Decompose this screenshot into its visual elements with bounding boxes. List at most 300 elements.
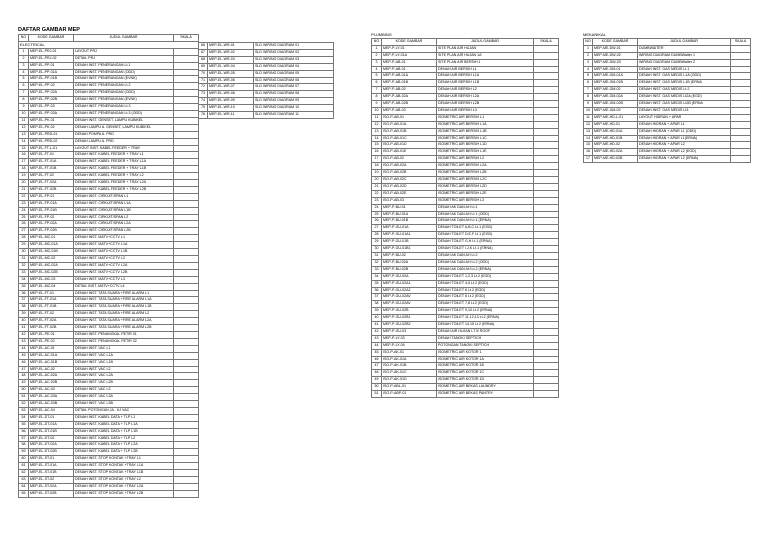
drawing-title: DENAH POMPA A. PRD bbox=[74, 131, 174, 138]
drawing-scale bbox=[731, 128, 751, 135]
drawing-title: ISOMETRIC AIR BEKAS PANTRY bbox=[437, 391, 534, 398]
row-number: 11 bbox=[584, 114, 593, 121]
drawing-scale bbox=[174, 193, 199, 200]
table-row bbox=[372, 328, 559, 335]
drawing-code: MEP-P-LY-04 bbox=[382, 342, 437, 349]
drawing-scale bbox=[534, 294, 559, 301]
table-row bbox=[584, 149, 751, 156]
drawing-scale bbox=[174, 297, 199, 304]
drawing-code: MEP-P-GU-01A1 bbox=[382, 232, 437, 239]
drawing-code: MEP-P-GU-02A bbox=[382, 273, 437, 280]
drawing-scale bbox=[534, 335, 559, 342]
drawing-scale bbox=[731, 73, 751, 80]
table-row bbox=[584, 114, 751, 121]
drawing-scale bbox=[731, 107, 751, 114]
drawing-code: MEP-P-LY-01A bbox=[382, 52, 437, 59]
drawing-title: DENAH AK DAN AH Lt.2 bbox=[437, 252, 534, 259]
drawing-title: SITE PLAN AIR HUJAN 1A bbox=[437, 52, 534, 59]
row-number: 5 bbox=[584, 73, 593, 80]
drawing-code: MEP-ME-HD-01A bbox=[593, 128, 638, 135]
drawing-scale bbox=[534, 328, 559, 335]
drawing-code: MEP-EL-DT-02 bbox=[29, 435, 74, 442]
table-row bbox=[19, 394, 199, 401]
table-row bbox=[372, 232, 559, 239]
drawing-code: MEP-EL-FT-01 bbox=[29, 290, 74, 297]
drawing-scale bbox=[534, 211, 559, 218]
row-number: 43 bbox=[372, 335, 382, 342]
drawing-code: MEP-EL-FT-01B bbox=[29, 166, 74, 173]
table-row bbox=[372, 128, 559, 135]
drawing-code: MEP-EL-DT-01B bbox=[29, 428, 74, 435]
row-number: 29 bbox=[372, 239, 382, 246]
drawing-code: MEP-EL-AC-04 bbox=[29, 407, 74, 414]
drawing-code: MEP-P-AB-02 bbox=[382, 87, 437, 94]
drawing-title: DENAH INST. KABEL FEEDER + TRAY L2 bbox=[74, 173, 174, 180]
drawing-title: DENAH INST. VAC L3A bbox=[74, 394, 174, 401]
drawing-code: MEP-EL-FT-01A bbox=[29, 297, 74, 304]
row-number: 23 bbox=[372, 197, 382, 204]
drawing-title: DENAH INST. STOP KONTAK +TRAY L1 bbox=[74, 456, 174, 463]
row-number: 13 bbox=[372, 128, 382, 135]
row-number: 17 bbox=[372, 156, 382, 163]
table-row bbox=[19, 304, 199, 311]
row-number: 67 bbox=[199, 49, 208, 56]
drawing-scale bbox=[174, 325, 199, 332]
drawing-code: MEP-EL-PP-03 bbox=[29, 104, 74, 111]
table-row bbox=[584, 142, 751, 149]
drawing-scale bbox=[731, 101, 751, 108]
table-row bbox=[199, 84, 334, 91]
row-number: 56 bbox=[19, 428, 29, 435]
row-number: 40 bbox=[372, 315, 382, 322]
drawing-scale bbox=[534, 204, 559, 211]
table-row bbox=[19, 256, 199, 263]
row-number: 5 bbox=[19, 76, 29, 83]
row-number: 12 bbox=[372, 121, 382, 128]
table-row bbox=[19, 200, 199, 207]
column-header: NO bbox=[372, 38, 382, 45]
drawing-code: MEP-P-BU-02B bbox=[382, 266, 437, 273]
table-row bbox=[372, 356, 559, 363]
table-row bbox=[19, 380, 199, 387]
table-row bbox=[372, 322, 559, 329]
table-row bbox=[19, 318, 199, 325]
row-number: 10 bbox=[372, 107, 382, 114]
table-header bbox=[372, 38, 559, 45]
table-row bbox=[19, 352, 199, 359]
drawing-code: MEP-EL-AC-02B bbox=[29, 380, 74, 387]
drawing-title: DENAH INST. GENSET, LAMPU KUBIKEL bbox=[74, 117, 174, 124]
drawing-title: DENAH INST. GAS MEDIS L1A (ODD) bbox=[638, 73, 731, 80]
drawing-code: MEP-EL-MC-02B bbox=[29, 269, 74, 276]
drawing-title: DENAH TANGKI SEPTICH bbox=[437, 335, 534, 342]
drawing-title: DENAH INST. CIRKUIT/SPAN L2B bbox=[74, 228, 174, 235]
table-row bbox=[19, 449, 199, 456]
drawing-code: ISO-P-AB-01B bbox=[382, 128, 437, 135]
drawing-title: DENAH AK DAN AH Lt.1 (ERNA) bbox=[437, 218, 534, 225]
drawing-code: MEP-EL-WR-09 bbox=[208, 98, 254, 105]
row-number: 43 bbox=[19, 338, 29, 345]
drawing-code: MEP-EL-WR-11 bbox=[208, 112, 254, 119]
drawing-title: DENAH INST. PENERANGAN Lt.3 (ODD) bbox=[74, 110, 174, 117]
row-number: 47 bbox=[19, 366, 29, 373]
drawing-title: DETAIL INST. MATV+CCTV L4 bbox=[74, 283, 174, 290]
drawing-title: DENAH INST. PENERANGAN (ODD) bbox=[74, 90, 174, 97]
table-row bbox=[372, 135, 559, 142]
drawing-title: ISOMETRIC AIR KOTOR 1 bbox=[437, 349, 534, 356]
table-row bbox=[19, 401, 199, 408]
row-number: 3 bbox=[372, 59, 382, 66]
drawing-code: ISO-P-AB-02A bbox=[382, 163, 437, 170]
row-number: 17 bbox=[584, 156, 593, 163]
drawing-scale bbox=[534, 315, 559, 322]
row-number: 27 bbox=[372, 225, 382, 232]
drawing-scale bbox=[534, 322, 559, 329]
row-number: 33 bbox=[372, 266, 382, 273]
table-row bbox=[372, 342, 559, 349]
table-row bbox=[372, 45, 559, 52]
drawing-title: DENAH INST. KABEL FEEDER + TRAY L2B bbox=[74, 186, 174, 193]
drawing-scale bbox=[174, 262, 199, 269]
table-row bbox=[372, 142, 559, 149]
drawing-code: MEP-EL-DT-02A bbox=[29, 442, 74, 449]
drawing-scale bbox=[174, 394, 199, 401]
table-row bbox=[372, 370, 559, 377]
drawing-scale bbox=[174, 435, 199, 442]
column-header: NO bbox=[584, 38, 593, 45]
drawing-scale bbox=[174, 470, 199, 477]
drawing-scale bbox=[174, 442, 199, 449]
drawing-title: DENAH TOILET A,B,C Lt.1 (EGD) bbox=[437, 225, 534, 232]
table-row bbox=[372, 246, 559, 253]
row-number: 37 bbox=[372, 294, 382, 301]
table-row bbox=[372, 225, 559, 232]
drawing-title: DENAH AK DAN AH Lt.1 (ODD) bbox=[437, 211, 534, 218]
drawing-scale bbox=[174, 414, 199, 421]
row-number: 22 bbox=[372, 190, 382, 197]
table-row bbox=[372, 308, 559, 315]
drawing-scale bbox=[174, 76, 199, 83]
drawing-scale bbox=[174, 490, 199, 497]
drawing-scale bbox=[534, 94, 559, 101]
table-row bbox=[372, 301, 559, 308]
drawing-scale bbox=[174, 463, 199, 470]
drawing-scale bbox=[174, 145, 199, 152]
table-row bbox=[372, 363, 559, 370]
drawing-scale bbox=[534, 52, 559, 59]
drawing-title: ISOMETRIC AIR BERSIH L2E bbox=[437, 190, 534, 197]
row-number: 34 bbox=[19, 276, 29, 283]
drawing-title: ISOMETRIC AIR KOTOR 1C bbox=[437, 370, 534, 377]
drawing-code: MEP-P-GU-02B1 bbox=[382, 315, 437, 322]
row-number: 58 bbox=[19, 442, 29, 449]
drawing-scale bbox=[534, 252, 559, 259]
table-row bbox=[19, 242, 199, 249]
drawing-scale bbox=[534, 142, 559, 149]
row-number: 21 bbox=[19, 186, 29, 193]
row-number: 17 bbox=[19, 159, 29, 166]
table-row bbox=[372, 280, 559, 287]
row-number: 52 bbox=[19, 401, 29, 408]
plumbing-drawing-list bbox=[371, 32, 559, 398]
table-row bbox=[584, 80, 751, 87]
table-row bbox=[19, 269, 199, 276]
table-row bbox=[19, 76, 199, 83]
plumbing-table bbox=[371, 38, 559, 398]
drawing-scale bbox=[731, 80, 751, 87]
drawing-title: DENAH AIR BERSIH L2B bbox=[437, 101, 534, 108]
drawing-scale bbox=[534, 156, 559, 163]
drawing-title: DENAH INST. STOP KONTAK +TRAY L2 bbox=[74, 477, 174, 484]
drawing-title: DENAH INST. MATV+CCTV L2 bbox=[74, 256, 174, 263]
drawing-code: MEP-P-GU-01A bbox=[382, 225, 437, 232]
drawing-code: MEP-EL-FT-02 bbox=[29, 173, 74, 180]
drawing-title: DENAH HIDRAN + APAR L2 (EGD) bbox=[638, 149, 731, 156]
drawing-code: ISO-P-AB-01D bbox=[382, 142, 437, 149]
row-number: 13 bbox=[584, 128, 593, 135]
row-number: 18 bbox=[19, 166, 29, 173]
table-row bbox=[372, 183, 559, 190]
table-row bbox=[19, 428, 199, 435]
drawing-code: MEP-P-GU-02B bbox=[382, 308, 437, 315]
row-number: 51 bbox=[372, 391, 382, 398]
drawing-scale bbox=[534, 218, 559, 225]
row-number: 65 bbox=[19, 490, 29, 497]
drawing-code: MEP-EL-FT-02 bbox=[29, 311, 74, 318]
table-row bbox=[19, 152, 199, 159]
row-number: 30 bbox=[19, 249, 29, 256]
row-number: 6 bbox=[19, 83, 29, 90]
row-number: 39 bbox=[372, 308, 382, 315]
column-header: JUDUL GAMBAR bbox=[437, 38, 534, 45]
drawing-title: ISOMETRIC AIR BERSIH L2 bbox=[437, 156, 534, 163]
table-row bbox=[19, 387, 199, 394]
drawing-scale bbox=[534, 190, 559, 197]
drawing-title: DENAH LAMPU A. PRD bbox=[74, 138, 174, 145]
row-number: 29 bbox=[19, 242, 29, 249]
table-row bbox=[584, 52, 751, 59]
section-label: PLUMBING bbox=[371, 32, 392, 37]
drawing-title: DENAH HIDRAN + APAR L2 bbox=[638, 142, 731, 149]
drawing-code: MEP-EL-AC-02A bbox=[29, 373, 74, 380]
drawing-code: MEP-EL-PP-02 bbox=[29, 83, 74, 90]
drawing-code: MEP-EL-WR-10 bbox=[208, 105, 254, 112]
drawing-code: MEP-EL-FT-01 bbox=[29, 152, 74, 159]
table-row bbox=[19, 463, 199, 470]
table-row bbox=[19, 470, 199, 477]
drawing-scale bbox=[174, 449, 199, 456]
drawing-code: MEP-P-AB-02B bbox=[382, 101, 437, 108]
drawing-code: MEP-P-AB-02A bbox=[382, 94, 437, 101]
drawing-title: ISOMETRIC AIR BERSIH L2D bbox=[437, 183, 534, 190]
row-number: 38 bbox=[19, 304, 29, 311]
table-row bbox=[199, 70, 334, 77]
row-number: 76 bbox=[199, 112, 208, 119]
drawing-scale bbox=[174, 173, 199, 180]
drawing-title: DENAH TOILET 9,10 Lt.2 (ERNA) bbox=[437, 308, 534, 315]
drawing-scale bbox=[731, 121, 751, 128]
row-number: 46 bbox=[19, 359, 29, 366]
row-number: 39 bbox=[19, 311, 29, 318]
drawing-code: MEP-P-BU-02A bbox=[382, 259, 437, 266]
row-number: 55 bbox=[19, 421, 29, 428]
drawing-scale bbox=[174, 104, 199, 111]
table-row bbox=[584, 121, 751, 128]
drawing-scale bbox=[534, 177, 559, 184]
drawing-scale bbox=[534, 149, 559, 156]
drawing-scale bbox=[534, 114, 559, 121]
row-number: 18 bbox=[372, 163, 382, 170]
row-number: 36 bbox=[19, 290, 29, 297]
table-row bbox=[19, 180, 199, 187]
drawing-title: DENAH INST. TATA SUARA +FIRE ALARM L1 bbox=[74, 290, 174, 297]
table-row bbox=[19, 90, 199, 97]
row-number: 13 bbox=[19, 131, 29, 138]
drawing-code: MEP-EL-PE-01 bbox=[29, 331, 74, 338]
table-row bbox=[19, 48, 199, 55]
drawing-title: SITE PLAN AIR BERSIH 1 bbox=[437, 59, 534, 66]
table-header bbox=[584, 38, 751, 45]
drawing-title: DENAH HIDRAN + APAR L1(ERNA) bbox=[638, 135, 731, 142]
drawing-code: MEP-EL-MC-01A bbox=[29, 242, 74, 249]
drawing-scale bbox=[174, 138, 199, 145]
drawing-code: MEP-EL-MC-04 bbox=[29, 283, 74, 290]
drawing-title: DENAH AIR BERSIH L1 bbox=[437, 66, 534, 73]
row-number: 59 bbox=[19, 449, 29, 456]
drawing-scale bbox=[534, 377, 559, 384]
drawing-scale bbox=[534, 370, 559, 377]
table-row bbox=[19, 456, 199, 463]
table-row bbox=[199, 63, 334, 70]
row-number: 16 bbox=[19, 152, 29, 159]
drawing-scale bbox=[534, 101, 559, 108]
table-row bbox=[584, 45, 751, 52]
table-row bbox=[19, 124, 199, 131]
row-number: 69 bbox=[199, 63, 208, 70]
table-row bbox=[19, 249, 199, 256]
drawing-code: MEP-EL-PP-01A bbox=[29, 69, 74, 76]
drawing-scale bbox=[174, 62, 199, 69]
drawing-code: ISO-P-AB-02B bbox=[382, 170, 437, 177]
table-row bbox=[372, 80, 559, 87]
drawing-scale bbox=[731, 156, 751, 163]
section-label: ELECTRICAL bbox=[19, 41, 199, 48]
drawing-code: ISO-P-AK-01D bbox=[382, 377, 437, 384]
drawing-scale bbox=[534, 45, 559, 52]
drawing-title: ISOMETRIC AIR BERSIH L2A bbox=[437, 163, 534, 170]
drawing-code: MEP-ME-GM-02B bbox=[593, 101, 638, 108]
drawing-title: DENAH INST. TATA SUARA +FIRE ALARM L2B bbox=[74, 325, 174, 332]
row-number: 49 bbox=[372, 377, 382, 384]
drawing-title: DENAH INST. PENERANGAN Lt.1 bbox=[74, 62, 174, 69]
drawing-code: MEP-EL-ST-02 bbox=[29, 477, 74, 484]
drawing-scale bbox=[731, 87, 751, 94]
drawing-scale bbox=[534, 363, 559, 370]
drawing-scale bbox=[174, 359, 199, 366]
drawing-title: DENAH INST. STOP KONTAK +TRAY L2B bbox=[74, 490, 174, 497]
drawing-scale bbox=[174, 318, 199, 325]
table-row bbox=[372, 391, 559, 398]
drawing-scale bbox=[534, 135, 559, 142]
table-row bbox=[584, 87, 751, 94]
table-row bbox=[19, 83, 199, 90]
drawing-scale bbox=[534, 239, 559, 246]
row-number: 14 bbox=[584, 135, 593, 142]
row-number: 48 bbox=[372, 370, 382, 377]
table-row bbox=[584, 59, 751, 66]
drawing-scale bbox=[731, 59, 751, 66]
drawing-code: ISO-P-AK-01B bbox=[382, 363, 437, 370]
drawing-title: DENAH INST. TATA SUARA +FIRE ALARM L1B bbox=[74, 304, 174, 311]
row-number: 28 bbox=[372, 232, 382, 239]
drawing-code: MEP-EL-DT-01A bbox=[29, 421, 74, 428]
drawing-scale bbox=[534, 121, 559, 128]
drawing-scale bbox=[174, 110, 199, 117]
drawing-code: MEP-EL-ST-01B bbox=[29, 470, 74, 477]
row-number: 24 bbox=[19, 207, 29, 214]
table-row bbox=[584, 156, 751, 163]
drawing-title: DENAH INST. STOP KONTAK +TRAY L2A bbox=[74, 483, 174, 490]
table-row bbox=[19, 193, 199, 200]
drawing-scale bbox=[534, 170, 559, 177]
electrical-drawing-list-continued bbox=[198, 42, 334, 119]
drawing-title: DENAH TOILET 6 Lt.2 (EGD) bbox=[437, 287, 534, 294]
drawing-code: MEP-P-GU-02B2 bbox=[382, 322, 437, 329]
table-row bbox=[19, 145, 199, 152]
table-row bbox=[19, 331, 199, 338]
row-number: 45 bbox=[372, 349, 382, 356]
drawing-code: MEP-EL-AC-01B bbox=[29, 359, 74, 366]
table-row bbox=[19, 366, 199, 373]
drawing-title: SLD WIRING DIAGRAM 06 bbox=[254, 77, 334, 84]
table-row bbox=[584, 101, 751, 108]
drawing-code: MEP-EL-ST-02B bbox=[29, 490, 74, 497]
row-number: 20 bbox=[372, 177, 382, 184]
drawing-scale bbox=[534, 183, 559, 190]
drawing-code: MEP-EL-WR-03 bbox=[208, 56, 254, 63]
table-row bbox=[372, 59, 559, 66]
drawing-scale bbox=[534, 80, 559, 87]
drawing-code: MEP-ME-DW-01 bbox=[593, 45, 638, 52]
table-row bbox=[372, 156, 559, 163]
drawing-code: MEP-EL-WR-01 bbox=[208, 43, 254, 50]
drawing-code: ISO-P-AK-01A bbox=[382, 356, 437, 363]
drawing-title: DENAH INST. GAS MEDIS Lt3 bbox=[638, 107, 731, 114]
drawing-title: DENAH LAMPU A. GENSET, LAMPU KUBIKEL bbox=[74, 124, 174, 131]
row-number: 8 bbox=[372, 94, 382, 101]
drawing-title: DENAH INST. GAS MEDIS Lt2B (ERNA bbox=[638, 101, 731, 108]
table-row bbox=[19, 483, 199, 490]
row-number: 41 bbox=[372, 322, 382, 329]
drawing-scale bbox=[731, 142, 751, 149]
drawing-code: MEP-EL-MC-03 bbox=[29, 276, 74, 283]
column-header: KODE GAMBAR bbox=[29, 35, 74, 42]
drawing-title: DENAH AIR BERSIH L1B bbox=[437, 80, 534, 87]
row-number: 32 bbox=[19, 262, 29, 269]
drawing-title: DETAIL PRJ bbox=[74, 55, 174, 62]
drawing-title: DENAH INST. PENERANGAN Lt.2 bbox=[74, 83, 174, 90]
table-row bbox=[372, 163, 559, 170]
row-number: 7 bbox=[584, 87, 593, 94]
document-title: DAFTAR GAMBAR MEP bbox=[18, 27, 80, 33]
drawing-code: ISO-P-AB-02C bbox=[382, 177, 437, 184]
drawing-title: SLD WIRING DIAGRAM 11 bbox=[254, 112, 334, 119]
drawing-title: DENAH AIR BERSIH L2 bbox=[437, 87, 534, 94]
drawing-scale bbox=[174, 311, 199, 318]
drawing-code: MEP-P-LY-01 bbox=[382, 45, 437, 52]
drawing-code: MEP-P-AB-03 bbox=[382, 107, 437, 114]
row-number: 71 bbox=[199, 77, 208, 84]
